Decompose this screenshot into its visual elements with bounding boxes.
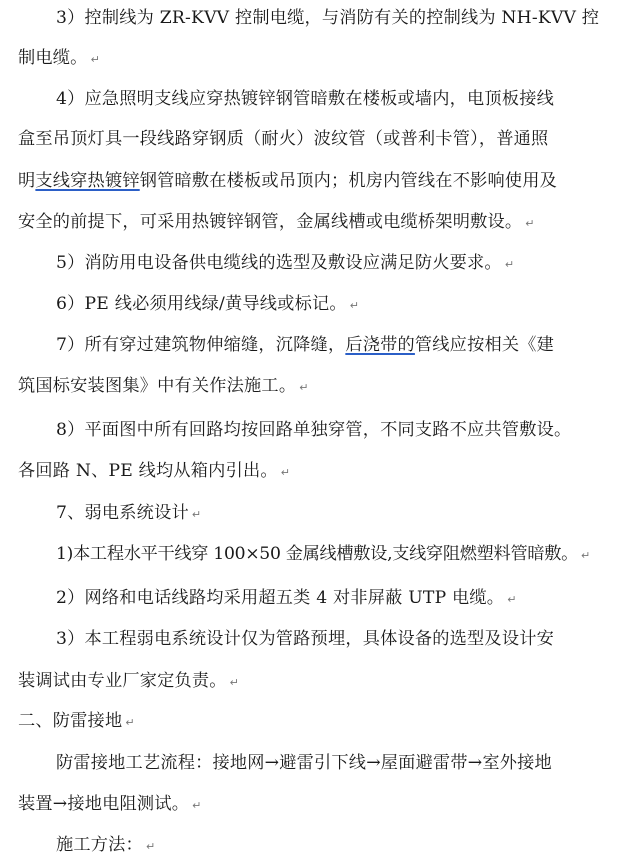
line-text: 6）PE 线必须用线绿/黄导线或标记。 bbox=[56, 294, 347, 314]
doc-line bbox=[18, 792, 618, 818]
line-text: 8）平面图中所有回路均按回路单独穿管，不同支路不应共管敷设。 bbox=[56, 420, 572, 440]
line-text: 1)本工程水平干线穿 100×50 金属线槽敷设,支线穿阻燃塑料管暗敷。 bbox=[56, 544, 578, 564]
line-text: 制电缆。 bbox=[18, 48, 88, 68]
line-text: 3）本工程弱电系统设计仅为管路预埋，具体设备的选型及设计安 bbox=[56, 629, 554, 649]
spellcheck-underlined-text[interactable]: 支线穿热镀锌 bbox=[35, 171, 140, 191]
section-heading: 二、防雷接地 bbox=[18, 711, 123, 731]
doc-line bbox=[56, 833, 633, 859]
line-text: 施工方法： bbox=[56, 835, 143, 855]
doc-line bbox=[18, 210, 618, 236]
paragraph-mark-icon: ↵ bbox=[581, 549, 590, 562]
doc-line bbox=[56, 542, 633, 568]
paragraph-mark-icon: ↵ bbox=[145, 840, 156, 853]
line-text: 安全的前提下，可采用热镀锌钢管，金属线槽或电缆桥架明敷设。 bbox=[18, 212, 523, 232]
doc-line bbox=[18, 374, 618, 400]
doc-line bbox=[56, 501, 633, 527]
doc-line bbox=[56, 418, 633, 442]
line-text: 7）所有穿过建筑物伸缩缝，沉降缝， bbox=[56, 335, 346, 355]
doc-line bbox=[18, 459, 618, 485]
doc-line bbox=[56, 292, 633, 318]
doc-line bbox=[56, 87, 633, 111]
paragraph-mark-icon: ↵ bbox=[90, 53, 100, 66]
line-text: 装调试由专业厂家定负责。 bbox=[18, 671, 227, 691]
doc-line bbox=[56, 251, 633, 277]
doc-line bbox=[56, 751, 633, 775]
doc-line bbox=[56, 586, 633, 612]
line-text: 5）消防用电设备供电缆线的选型及敷设应满足防火要求。 bbox=[56, 253, 502, 273]
paragraph-mark-icon: ↵ bbox=[507, 593, 517, 606]
doc-line bbox=[18, 669, 618, 695]
paragraph-mark-icon: ↵ bbox=[280, 466, 291, 479]
line-text: 2）网络和电话线路均采用超五类 4 对非屏蔽 UTP 电缆。 bbox=[56, 588, 505, 608]
paragraph-mark-icon: ↵ bbox=[504, 258, 515, 271]
doc-line bbox=[18, 127, 618, 151]
doc-line bbox=[18, 46, 618, 72]
line-text: 4）应急照明支线应穿热镀锌钢管暗敷在楼板或墙内，电顶板接线 bbox=[56, 89, 554, 109]
paragraph-mark-icon: ↵ bbox=[349, 299, 360, 312]
paragraph-mark-icon: ↵ bbox=[125, 716, 135, 729]
paragraph-mark-icon: ↵ bbox=[525, 217, 535, 230]
line-text: 防雷接地工艺流程：接地网→避雷引下线→屋面避雷带→室外接地 bbox=[56, 753, 552, 773]
doc-line bbox=[18, 709, 618, 735]
line-text: 筑国标安装图集》中有关作法施工。 bbox=[18, 376, 297, 396]
doc-line bbox=[56, 627, 633, 651]
line-text: 明 bbox=[18, 171, 36, 191]
spellcheck-underlined-text[interactable]: 后浇带的 bbox=[345, 335, 415, 355]
line-text: 装置→接地电阻测试。 bbox=[18, 794, 190, 814]
paragraph-mark-icon: ↵ bbox=[191, 508, 202, 521]
line-text: 3）控制线为 ZR-KVV 控制电缆，与消防有关的控制线为 NH-KVV 控 bbox=[56, 8, 600, 28]
line-text: 各回路 N、PE 线均从箱内引出。 bbox=[18, 461, 278, 481]
line-text: 盒至吊顶灯具一段线路穿钢质（耐火）波纹管（或普利卡管），普通照 bbox=[18, 129, 549, 149]
doc-line bbox=[56, 333, 633, 357]
doc-line bbox=[18, 169, 618, 193]
paragraph-mark-icon: ↵ bbox=[192, 799, 202, 812]
line-text: 管线应按相关《建 bbox=[414, 335, 555, 355]
paragraph-mark-icon: ↵ bbox=[299, 381, 309, 394]
section-heading: 7、弱电系统设计 bbox=[56, 503, 189, 523]
line-text: 钢管暗敷在楼板或吊顶内；机房内管线在不影响使用及 bbox=[139, 171, 558, 191]
doc-line bbox=[56, 6, 633, 30]
paragraph-mark-icon: ↵ bbox=[229, 676, 240, 689]
